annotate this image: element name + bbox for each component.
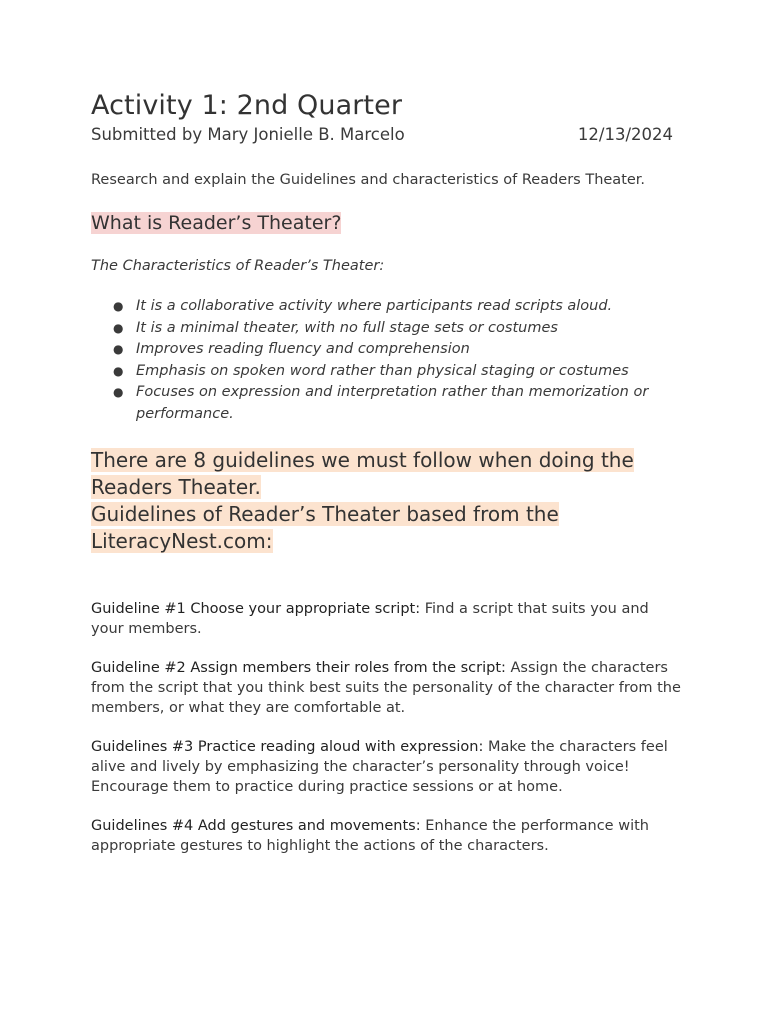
bullet-icon: ● — [113, 299, 124, 313]
document-page — [91, 88, 681, 856]
bullet-icon: ● — [113, 363, 124, 378]
submission-date: 12/13/2024 — [577, 125, 673, 144]
bullet-icon: ● — [113, 385, 124, 399]
guideline-4 — [91, 816, 681, 856]
guideline-lead: Guideline #2 Assign members their roles from the script: — [91, 660, 506, 676]
characteristics-list — [91, 296, 681, 425]
list-item: ● It is a minimal theater, with no full stage sets or costumes — [91, 318, 681, 340]
what-is-heading-text: What is Reader’s Theater? — [91, 212, 342, 234]
guideline-body: Assign the characters from the script that you think best suits the personality of the character from the members, or what they are comfortable at. — [91, 660, 681, 716]
guideline-body: Make the characters feel alive and lively by emphasizing the character’s personality through voice! Encourage them to practice during practice sessions or at home. — [91, 739, 668, 795]
guideline-2 — [91, 658, 681, 718]
guideline-lead: Guidelines #3 Practice reading aloud with expression: — [91, 739, 484, 755]
bullet-icon: ● — [113, 320, 124, 335]
document-title: Activity 1: 2nd Quarter — [91, 90, 403, 121]
list-item: ● Emphasis on spoken word rather than physical staging or costumes — [91, 361, 681, 383]
what-is-heading — [91, 210, 681, 236]
submission-line — [91, 124, 681, 146]
guidelines-intro-heading — [91, 447, 681, 555]
characteristics-heading: The Characteristics of Reader’s Theater: — [91, 258, 385, 274]
assignment-prompt: Research and explain the Guidelines and characteristics of Readers Theater. — [91, 172, 646, 188]
guideline-lead: Guidelines #4 Add gestures and movements: — [91, 818, 421, 834]
list-item: ● Improves reading fluency and comprehension — [91, 339, 681, 361]
submitted-by: Submitted by Mary Jonielle B. Marcelo — [91, 125, 405, 144]
guideline-1 — [91, 599, 681, 639]
bullet-icon: ● — [113, 342, 124, 356]
list-item: ● Focuses on expression and interpretation rather than memorization or performance. — [113, 384, 649, 422]
guidelines-source-text: Guidelines of Reader’s Theater based from the LiteracyNest.com: — [91, 502, 559, 553]
list-item: ● It is a collaborative activity where participants read scripts aloud. — [91, 296, 681, 318]
guideline-body: Enhance the performance with appropriate gestures to highlight the actions of the characters. — [91, 818, 649, 854]
guideline-body: Find a script that suits you and your members. — [91, 601, 649, 637]
guideline-3 — [91, 737, 681, 797]
guidelines-count-text: There are 8 guidelines we must follow when doing the Readers Theater. — [91, 448, 634, 499]
guideline-lead: Guideline #1 Choose your appropriate script: — [91, 601, 421, 617]
